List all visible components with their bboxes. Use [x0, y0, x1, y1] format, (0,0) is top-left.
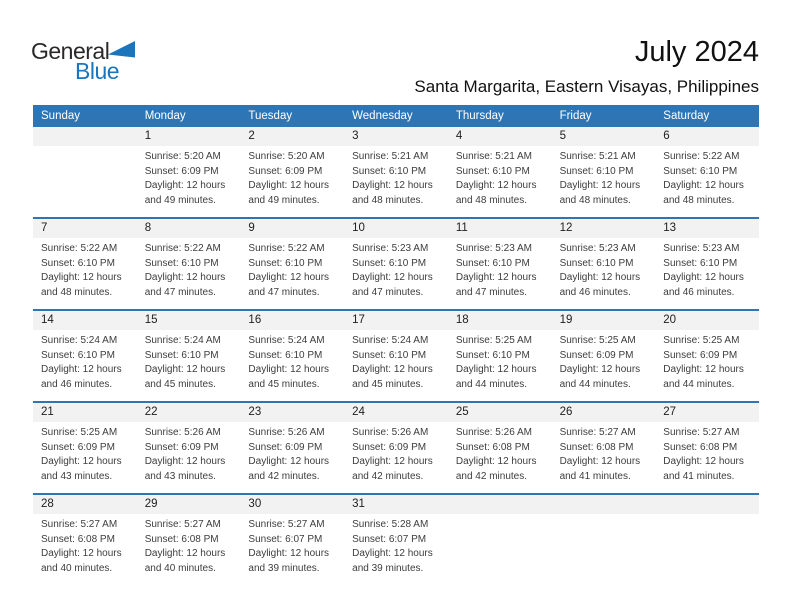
page-title: July 2024: [634, 36, 759, 68]
weekday-header-row: [33, 105, 759, 127]
day-detail-line: and 44 minutes.: [663, 378, 735, 390]
day-detail-line: and 45 minutes.: [144, 378, 216, 390]
day-detail-line: Sunset: 6:08 PM: [663, 441, 738, 453]
day-cell: [344, 514, 448, 584]
day-detail-line: Sunrise: 5:23 AM: [663, 243, 740, 254]
day-detail-line: and 42 minutes.: [455, 470, 528, 482]
day-cell: [33, 422, 137, 492]
day-detail-line: Sunrise: 5:25 AM: [663, 335, 740, 346]
day-cell: [552, 330, 656, 400]
day-detail-line: Sunset: 6:09 PM: [352, 441, 427, 453]
day-detail-line: Daylight: 12 hours: [248, 180, 330, 191]
day-detail-line: and 45 minutes.: [248, 378, 320, 390]
day-detail-line: and 49 minutes.: [248, 194, 320, 206]
day-number: [448, 495, 552, 514]
day-details-row: [33, 146, 759, 216]
day-detail-line: Sunrise: 5:27 AM: [559, 427, 636, 438]
day-cell: [448, 146, 552, 216]
day-cell: [240, 146, 344, 216]
day-detail-line: Sunset: 6:10 PM: [144, 257, 219, 269]
day-number: 24: [352, 406, 365, 418]
day-detail-line: Sunset: 6:10 PM: [663, 165, 738, 177]
day-number: 27: [663, 406, 677, 418]
day-detail-line: Sunset: 6:09 PM: [144, 441, 219, 453]
day-detail-line: Sunset: 6:07 PM: [352, 533, 427, 545]
day-detail-line: and 43 minutes.: [144, 470, 216, 482]
day-detail-line: and 47 minutes.: [455, 286, 528, 298]
day-detail-line: Daylight: 12 hours: [144, 364, 226, 375]
day-detail-line: and 49 minutes.: [144, 194, 216, 206]
day-number: 7: [41, 222, 48, 234]
day-cell: [240, 330, 344, 400]
day-detail-line: and 48 minutes.: [559, 194, 631, 206]
day-detail-line: Sunrise: 5:27 AM: [41, 519, 118, 530]
day-detail-line: and 39 minutes.: [352, 562, 424, 574]
day-number-stripe: [33, 127, 759, 146]
day-detail-line: Daylight: 12 hours: [352, 272, 433, 283]
day-detail-line: Sunset: 6:10 PM: [559, 165, 634, 177]
day-detail-line: Sunset: 6:09 PM: [248, 165, 323, 177]
day-detail-line: Sunset: 6:10 PM: [559, 257, 634, 269]
day-number: [33, 127, 137, 146]
day-detail-line: Sunset: 6:08 PM: [455, 441, 530, 453]
day-number: 17: [352, 314, 365, 326]
day-cell: [137, 514, 241, 584]
day-detail-line: Daylight: 12 hours: [144, 456, 226, 467]
day-number: 12: [559, 222, 573, 234]
day-number-stripe: [33, 219, 759, 238]
day-detail-line: and 47 minutes.: [248, 286, 320, 298]
day-header-saturday: Saturday: [663, 110, 710, 122]
day-number: [552, 495, 656, 514]
day-detail-line: Sunrise: 5:26 AM: [455, 427, 532, 438]
day-detail-line: Daylight: 12 hours: [248, 364, 330, 375]
day-cell: [655, 238, 759, 308]
day-detail-line: Sunset: 6:10 PM: [455, 349, 530, 361]
day-cell: [33, 146, 137, 216]
day-detail-line: Sunrise: 5:22 AM: [663, 151, 740, 162]
day-detail-line: Sunrise: 5:23 AM: [559, 243, 636, 254]
day-detail-line: Sunrise: 5:25 AM: [559, 335, 636, 346]
day-detail-line: Sunset: 6:09 PM: [559, 349, 634, 361]
day-cell: [240, 422, 344, 492]
day-detail-line: and 40 minutes.: [144, 562, 216, 574]
day-detail-line: Sunset: 6:10 PM: [248, 257, 323, 269]
day-number: 10: [352, 222, 365, 234]
day-detail-line: Sunset: 6:10 PM: [248, 349, 323, 361]
day-number: 21: [41, 406, 54, 418]
day-number: [655, 495, 759, 514]
day-number: 5: [559, 130, 566, 142]
day-number: 1: [144, 130, 152, 142]
day-number: 2: [248, 130, 255, 142]
week-row: [33, 493, 759, 585]
day-cell: [137, 422, 241, 492]
day-number: 14: [41, 314, 54, 326]
day-detail-line: Daylight: 12 hours: [352, 456, 433, 467]
day-cell: [552, 422, 656, 492]
day-cell: [552, 238, 656, 308]
day-detail-line: Sunset: 6:08 PM: [559, 441, 634, 453]
week-row: [33, 217, 759, 309]
day-cell: [137, 146, 241, 216]
day-detail-line: and 47 minutes.: [352, 286, 424, 298]
day-header-tuesday: Tuesday: [248, 110, 293, 122]
day-detail-line: Sunrise: 5:28 AM: [352, 519, 429, 530]
day-number: 18: [455, 314, 469, 326]
day-detail-line: Sunset: 6:08 PM: [144, 533, 219, 545]
day-detail-line: Daylight: 12 hours: [455, 180, 537, 191]
day-cell: [552, 146, 656, 216]
day-number: 3: [352, 130, 359, 142]
day-detail-line: Sunrise: 5:25 AM: [41, 427, 118, 438]
day-detail-line: Daylight: 12 hours: [663, 272, 744, 283]
day-detail-line: and 47 minutes.: [144, 286, 216, 298]
day-details-row: [33, 422, 759, 492]
day-detail-line: Daylight: 12 hours: [455, 364, 537, 375]
general-blue-logo: [31, 38, 151, 86]
day-cell: [448, 422, 552, 492]
day-detail-line: Daylight: 12 hours: [144, 548, 226, 559]
day-detail-line: Sunrise: 5:20 AM: [144, 151, 221, 162]
day-cell: [655, 422, 759, 492]
day-detail-line: Sunrise: 5:26 AM: [352, 427, 429, 438]
day-number: 26: [559, 406, 573, 418]
day-detail-line: Daylight: 12 hours: [41, 456, 122, 467]
day-detail-line: and 48 minutes.: [352, 194, 424, 206]
day-header-sunday: Sunday: [41, 110, 81, 122]
day-detail-line: Daylight: 12 hours: [559, 272, 641, 283]
day-detail-line: Daylight: 12 hours: [41, 548, 122, 559]
day-detail-line: and 46 minutes.: [41, 378, 113, 390]
day-detail-line: Sunrise: 5:24 AM: [248, 335, 325, 346]
day-detail-line: and 48 minutes.: [41, 286, 113, 298]
day-detail-line: Daylight: 12 hours: [144, 180, 226, 191]
week-row: [33, 309, 759, 401]
day-cell: [240, 514, 344, 584]
day-number: 4: [455, 130, 463, 142]
week-row: [33, 401, 759, 493]
day-detail-line: Daylight: 12 hours: [41, 272, 122, 283]
day-cell: [33, 238, 137, 308]
day-detail-line: Daylight: 12 hours: [663, 180, 744, 191]
day-cell: [655, 146, 759, 216]
calendar-weeks: [33, 127, 759, 585]
day-cell: [240, 238, 344, 308]
day-number: 28: [41, 498, 54, 510]
day-header-thursday: Thursday: [455, 110, 504, 122]
day-number: 20: [663, 314, 677, 326]
day-detail-line: Daylight: 12 hours: [144, 272, 226, 283]
day-detail-line: Daylight: 12 hours: [663, 364, 744, 375]
day-detail-line: Sunset: 6:09 PM: [248, 441, 323, 453]
day-detail-line: Sunset: 6:10 PM: [455, 165, 530, 177]
week-row: [33, 127, 759, 217]
day-header-monday: Monday: [144, 110, 186, 122]
day-detail-line: Daylight: 12 hours: [559, 456, 641, 467]
day-number: 9: [248, 222, 255, 234]
day-detail-line: Daylight: 12 hours: [352, 548, 433, 559]
day-number-stripe: [33, 311, 759, 330]
day-detail-line: and 42 minutes.: [248, 470, 320, 482]
day-cell: [137, 330, 241, 400]
day-detail-line: Daylight: 12 hours: [352, 180, 433, 191]
day-detail-line: Sunrise: 5:21 AM: [559, 151, 636, 162]
day-detail-line: Sunrise: 5:20 AM: [248, 151, 325, 162]
day-detail-line: and 48 minutes.: [663, 194, 735, 206]
day-cell: [137, 238, 241, 308]
day-detail-line: Daylight: 12 hours: [559, 180, 641, 191]
day-detail-line: Sunrise: 5:24 AM: [41, 335, 118, 346]
day-detail-line: Daylight: 12 hours: [352, 364, 433, 375]
day-details-row: [33, 238, 759, 308]
day-number: 19: [559, 314, 573, 326]
day-detail-line: and 44 minutes.: [559, 378, 631, 390]
day-detail-line: Daylight: 12 hours: [559, 364, 641, 375]
day-detail-line: Sunset: 6:09 PM: [663, 349, 738, 361]
day-detail-line: and 46 minutes.: [663, 286, 735, 298]
day-detail-line: and 48 minutes.: [455, 194, 528, 206]
calendar-table: [33, 105, 759, 585]
day-detail-line: Daylight: 12 hours: [41, 364, 122, 375]
day-detail-line: Sunrise: 5:24 AM: [352, 335, 429, 346]
day-number: 11: [455, 222, 468, 234]
page-location-subtitle: Santa Margarita, Eastern Visayas, Philippines: [414, 77, 759, 96]
day-detail-line: Sunset: 6:10 PM: [352, 349, 427, 361]
day-detail-line: and 39 minutes.: [248, 562, 320, 574]
day-detail-line: and 41 minutes.: [559, 470, 631, 482]
day-detail-line: and 45 minutes.: [352, 378, 424, 390]
day-cell: [552, 514, 656, 584]
day-detail-line: and 40 minutes.: [41, 562, 113, 574]
day-detail-line: Sunrise: 5:22 AM: [248, 243, 325, 254]
day-detail-line: Sunrise: 5:22 AM: [144, 243, 221, 254]
logo-text-blue: Blue: [75, 58, 120, 84]
day-number: 13: [663, 222, 677, 234]
day-number: 25: [455, 406, 469, 418]
day-detail-line: Sunrise: 5:21 AM: [352, 151, 429, 162]
day-cell: [448, 514, 552, 584]
day-detail-line: and 46 minutes.: [559, 286, 631, 298]
day-cell: [344, 422, 448, 492]
day-cell: [344, 238, 448, 308]
day-detail-line: Sunset: 6:10 PM: [663, 257, 738, 269]
day-detail-line: Sunset: 6:09 PM: [144, 165, 219, 177]
day-detail-line: Sunrise: 5:21 AM: [455, 151, 532, 162]
day-detail-line: Sunrise: 5:26 AM: [248, 427, 325, 438]
day-number: 8: [144, 222, 152, 234]
day-cell: [33, 514, 137, 584]
day-detail-line: and 41 minutes.: [663, 470, 735, 482]
day-detail-line: Sunrise: 5:23 AM: [455, 243, 532, 254]
day-detail-line: Sunrise: 5:27 AM: [144, 519, 221, 530]
day-cell: [655, 330, 759, 400]
day-number: 29: [144, 498, 158, 510]
day-detail-line: Sunrise: 5:27 AM: [248, 519, 325, 530]
day-detail-line: Sunrise: 5:25 AM: [455, 335, 532, 346]
day-detail-line: Sunrise: 5:27 AM: [663, 427, 740, 438]
day-number-stripe: [33, 403, 759, 422]
day-header-wednesday: Wednesday: [352, 110, 413, 122]
day-detail-line: Sunrise: 5:26 AM: [144, 427, 221, 438]
day-detail-line: Sunset: 6:08 PM: [41, 533, 115, 545]
day-detail-line: Daylight: 12 hours: [455, 272, 537, 283]
day-cell: [33, 330, 137, 400]
day-detail-line: Sunset: 6:10 PM: [352, 257, 427, 269]
day-detail-line: and 42 minutes.: [352, 470, 424, 482]
day-detail-line: Sunrise: 5:23 AM: [352, 243, 429, 254]
day-detail-line: Sunrise: 5:22 AM: [41, 243, 118, 254]
logo-text-general: General: [31, 38, 110, 64]
day-detail-line: Daylight: 12 hours: [248, 456, 330, 467]
day-cell: [448, 238, 552, 308]
day-number: 16: [248, 314, 262, 326]
day-number-stripe: [33, 495, 759, 514]
day-number: 15: [144, 314, 158, 326]
day-detail-line: and 43 minutes.: [41, 470, 113, 482]
day-cell: [344, 330, 448, 400]
day-header-friday: Friday: [559, 110, 592, 122]
day-detail-line: Daylight: 12 hours: [248, 548, 330, 559]
day-detail-line: Sunset: 6:09 PM: [41, 441, 115, 453]
day-detail-line: Daylight: 12 hours: [455, 456, 537, 467]
day-detail-line: Sunrise: 5:24 AM: [144, 335, 221, 346]
day-cell: [344, 146, 448, 216]
day-detail-line: Daylight: 12 hours: [248, 272, 330, 283]
day-detail-line: Sunset: 6:10 PM: [41, 349, 115, 361]
day-detail-line: Sunset: 6:10 PM: [144, 349, 219, 361]
day-number: 22: [144, 406, 158, 418]
day-number: 6: [663, 130, 670, 142]
day-detail-line: Sunset: 6:10 PM: [41, 257, 115, 269]
day-number: 30: [248, 498, 262, 510]
day-detail-line: Daylight: 12 hours: [663, 456, 744, 467]
day-details-row: [33, 330, 759, 400]
day-detail-line: and 44 minutes.: [455, 378, 528, 390]
day-detail-line: Sunset: 6:10 PM: [455, 257, 530, 269]
day-details-row: [33, 514, 759, 584]
day-detail-line: Sunset: 6:10 PM: [352, 165, 427, 177]
day-cell: [655, 514, 759, 584]
day-number: 31: [352, 498, 365, 510]
day-number: 23: [248, 406, 262, 418]
day-cell: [448, 330, 552, 400]
day-detail-line: Sunset: 6:07 PM: [248, 533, 323, 545]
